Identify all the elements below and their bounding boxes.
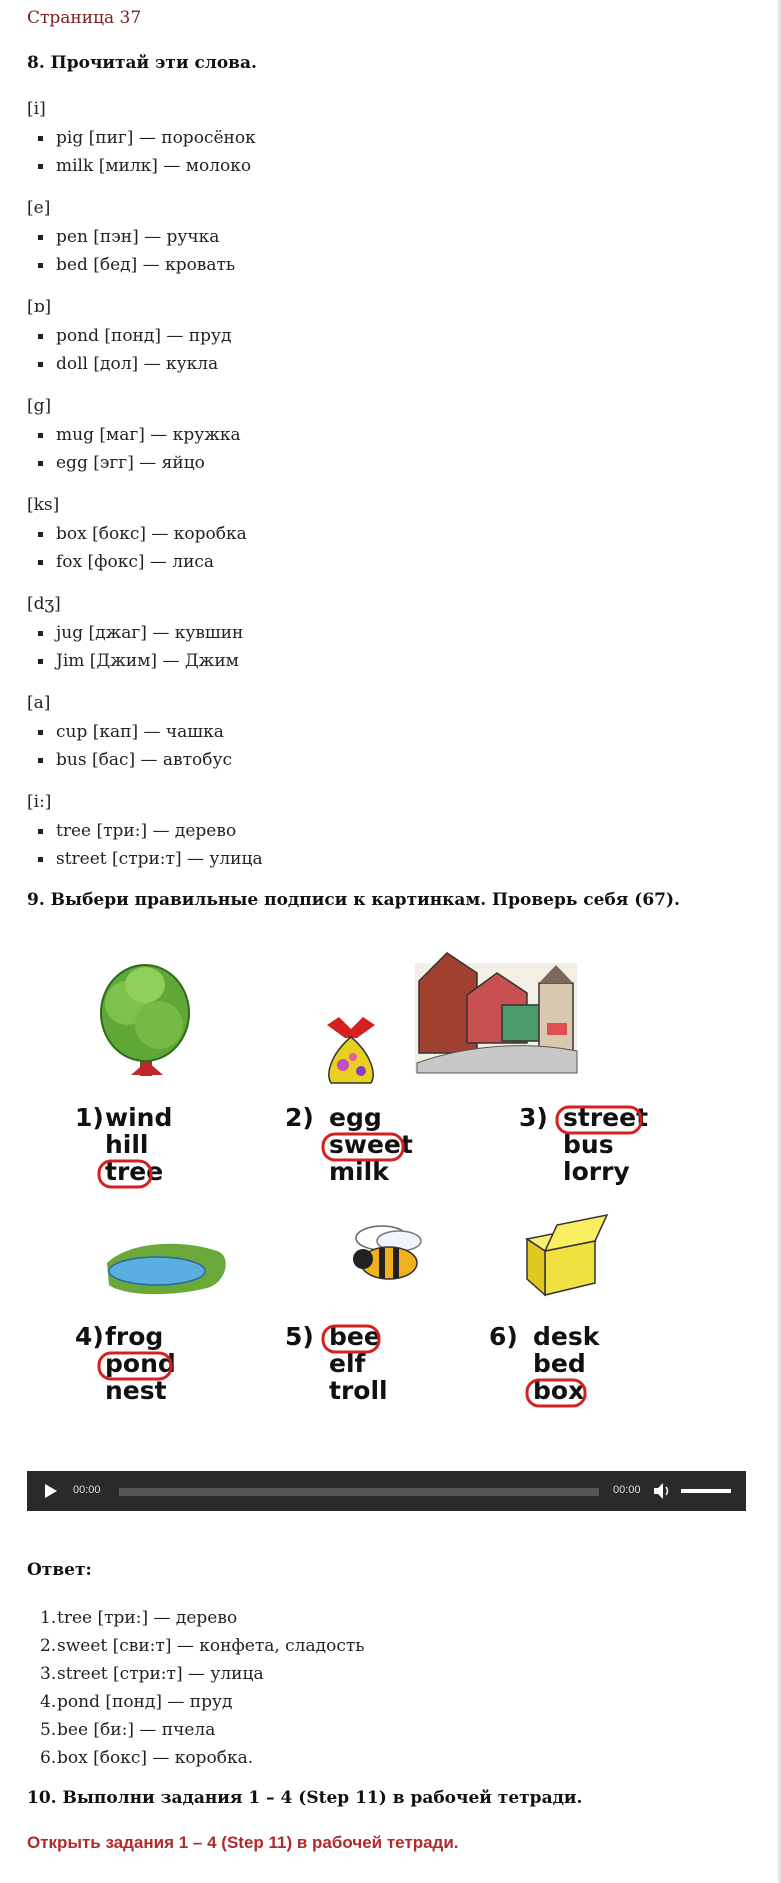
- option-text: bed: [533, 1349, 586, 1378]
- option-text: wind: [105, 1103, 173, 1132]
- word-list: [27, 718, 232, 774]
- option-text: lorry: [563, 1157, 630, 1186]
- word-list: [27, 421, 241, 477]
- list-item: mug [маг] — кружка: [27, 421, 241, 449]
- sound-label: [ɒ]: [27, 297, 52, 317]
- list-item: 2.sweet [сви:т] — конфета, сладость: [40, 1636, 365, 1656]
- caption-item-2: [285, 1103, 413, 1186]
- word-list: [27, 619, 243, 675]
- option-text: box: [533, 1376, 585, 1405]
- sound-label: [g]: [27, 396, 52, 416]
- option-text: tree: [105, 1157, 164, 1186]
- sound-label: [dʒ]: [27, 594, 61, 614]
- bee-icon: [353, 1226, 421, 1279]
- sound-label: [a]: [27, 693, 51, 713]
- word-list: [27, 223, 235, 279]
- task8-title: 8. Прочитай эти слова.: [27, 53, 257, 73]
- sound-label: [e]: [27, 198, 51, 218]
- picture-exercise: [27, 933, 747, 1423]
- word-list: [27, 124, 256, 180]
- list-item: jug [джаг] — кувшин: [27, 619, 243, 647]
- list-item: tree [три:] — дерево: [27, 817, 263, 845]
- current-time: 00:00: [73, 1484, 101, 1496]
- page-link[interactable]: Страница 37: [27, 8, 142, 28]
- list-item: cup [кап] — чашка: [27, 718, 232, 746]
- sound-label: [i]: [27, 99, 46, 119]
- item-number: 6): [489, 1322, 518, 1351]
- list-item: doll [дол] — кукла: [27, 350, 231, 378]
- list-item: milk [милк] — молоко: [27, 152, 256, 180]
- option-text: street: [563, 1103, 649, 1132]
- option-text: nest: [105, 1376, 167, 1405]
- street-icon: [415, 953, 577, 1073]
- list-item: bus [бас] — автобус: [27, 746, 232, 774]
- option-text: desk: [533, 1322, 600, 1351]
- duration: 00:00: [613, 1484, 641, 1496]
- caption-item-3: [519, 1103, 648, 1186]
- caption-item-5: [285, 1322, 388, 1405]
- item-number: 5): [285, 1322, 314, 1351]
- list-item: pig [пиг] — поросёнок: [27, 124, 256, 152]
- audio-player: [27, 1471, 746, 1511]
- option-text: elf: [329, 1349, 366, 1378]
- word-list: [27, 322, 231, 378]
- tree-icon: [101, 965, 189, 1076]
- volume-slider[interactable]: [681, 1489, 731, 1493]
- option-text: frog: [105, 1322, 164, 1351]
- box-icon: [527, 1215, 607, 1295]
- option-text: bus: [563, 1130, 614, 1159]
- progress-track[interactable]: [119, 1488, 599, 1496]
- list-item: street [стри:т] — улица: [27, 845, 263, 873]
- sound-label: [ks]: [27, 495, 60, 515]
- option-text: sweet: [329, 1130, 413, 1159]
- item-number: 1): [75, 1103, 104, 1132]
- option-text: milk: [329, 1157, 389, 1186]
- list-item: 6.box [бокс] — коробка.: [40, 1748, 254, 1768]
- list-item: 1.tree [три:] — дерево: [40, 1608, 238, 1628]
- pond-icon: [107, 1244, 226, 1294]
- option-text: hill: [105, 1130, 149, 1159]
- list-item: bed [бед] — кровать: [27, 251, 235, 279]
- candy-icon: [327, 1017, 375, 1083]
- sound-label: [i:]: [27, 792, 52, 812]
- item-number: 2): [285, 1103, 314, 1132]
- word-list: [27, 817, 263, 873]
- list-item: pond [понд] — пруд: [27, 322, 231, 350]
- answer-list: [27, 1604, 365, 1772]
- list-item: 5.bee [би:] — пчела: [40, 1720, 216, 1740]
- volume-icon[interactable]: [653, 1482, 673, 1500]
- item-number: 4): [75, 1322, 104, 1351]
- play-icon[interactable]: [43, 1483, 59, 1499]
- workbook-link[interactable]: Открыть задания 1 – 4 (Step 11) в рабочей тетради.: [27, 1833, 459, 1852]
- list-item: Jim [Джим] — Джим: [27, 647, 243, 675]
- item-number: 3): [519, 1103, 548, 1132]
- list-item: 3.street [стри:т] — улица: [40, 1664, 264, 1684]
- list-item: 4.pond [понд] — пруд: [40, 1692, 233, 1712]
- option-text: pond: [105, 1349, 176, 1378]
- option-text: egg: [329, 1103, 382, 1132]
- caption-item-4: [75, 1322, 176, 1405]
- task9-title: 9. Выбери правильные подписи к картинкам. Проверь себя (67).: [27, 890, 680, 910]
- answer-label: Ответ:: [27, 1560, 92, 1580]
- list-item: egg [эгг] — яйцо: [27, 449, 241, 477]
- list-item: pen [пэн] — ручка: [27, 223, 235, 251]
- option-text: bee: [329, 1322, 381, 1351]
- caption-item-6: [489, 1322, 601, 1406]
- caption-item-1: [75, 1103, 172, 1187]
- option-text: troll: [329, 1376, 388, 1405]
- task10-title: 10. Выполни задания 1 – 4 (Step 11) в рабочей тетради.: [27, 1788, 583, 1808]
- word-list: [27, 520, 247, 576]
- list-item: box [бокс] — коробка: [27, 520, 247, 548]
- list-item: fox [фокс] — лиса: [27, 548, 247, 576]
